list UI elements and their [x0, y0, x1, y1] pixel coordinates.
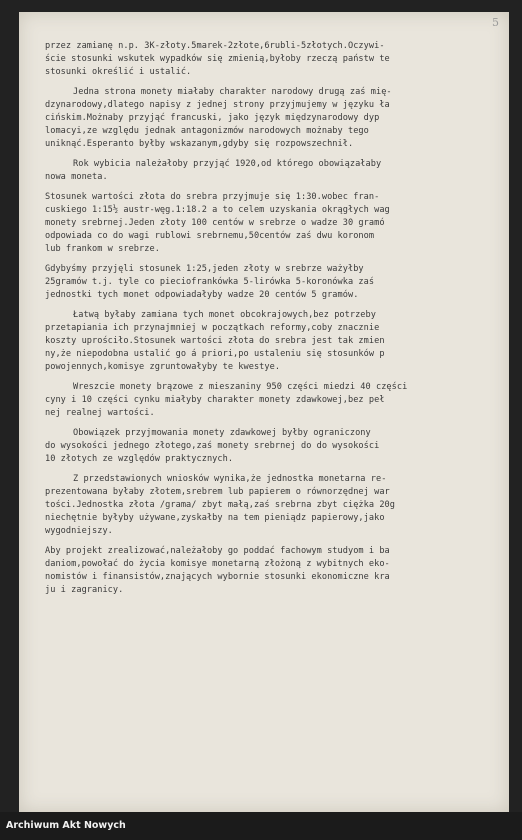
- paragraph: [45, 158, 485, 184]
- text-line: Aby projekt zrealizować,należałoby go poddać fachowym studyom i ba: [45, 546, 390, 556]
- text-line: tości.Jednostka złota /grama/ zbyt małą,zaś srebrna zbyt ciężka 20g: [45, 500, 395, 510]
- page-number: 5: [492, 16, 499, 29]
- paragraph: [45, 309, 485, 374]
- text-line: stosunki określić i ustalić.: [45, 67, 192, 77]
- text-line: Z przedstawionych wniosków wynika,że jednostka monetarna re-: [73, 474, 387, 484]
- text-line: przetapiania ich przynajmniej w początkach reformy,coby znacznie: [45, 323, 380, 333]
- text-line: cuskiego 1:15½ austr-węg.1:18.2 a to celem uzyskania okrągłych wag: [45, 205, 390, 215]
- paragraph: [45, 545, 485, 597]
- text-line: lub frankom w srebrze.: [45, 244, 160, 254]
- text-line: ju i zagranicy.: [45, 585, 124, 595]
- text-line: ście stosunki wskutek wypadków się zmienią,byłoby rzeczą państw te: [45, 54, 390, 64]
- text-line: do wysokości jednego złotego,zaś monety srebrnej do do wysokości: [45, 441, 380, 451]
- text-line: wygodniejszy.: [45, 526, 113, 536]
- text-line: prezentowana byłaby złotem,srebrem lub papierem o równorzędnej war: [45, 487, 390, 497]
- paragraph: [45, 40, 485, 79]
- paragraph: [45, 473, 485, 538]
- text-line: Jedna strona monety miałaby charakter narodowy drugą zaś mię-: [73, 87, 392, 97]
- text-line: nej realnej wartości.: [45, 408, 155, 418]
- text-line: przez zamianę n.p. 3K-złoty.5marek-2złote,6rubli-5złotych.Oczywi-: [45, 41, 385, 51]
- text-line: uniknąć.Esperanto byłby wskazanym,gdyby się rozpowszechnił.: [45, 139, 354, 149]
- document-text: [45, 40, 485, 604]
- paragraph: [45, 427, 485, 466]
- text-line: 25gramów t.j. tyle co pieciofrankówka 5-lirówka 5-koronówka zaś: [45, 277, 375, 287]
- text-line: powojennych,komisye zgruntowałyby te kwestye.: [45, 362, 281, 372]
- text-line: odpowiada co do wagi rublowi srebrnemu,50centów zaś dwu koronom: [45, 231, 375, 241]
- text-line: nomistów i finansistów,znających wybornie stosunki ekonomiczne kra: [45, 572, 390, 582]
- text-line: monety srebrnej.Jeden złoty 100 centów w srebrze o wadze 30 gramó: [45, 218, 385, 228]
- text-line: 10 złotych ze względów praktycznych.: [45, 454, 234, 464]
- paragraph: [45, 191, 485, 256]
- text-line: jednostki tych monet odpowiadałyby wadze 20 centów 5 gramów.: [45, 290, 359, 300]
- document-page: [19, 12, 509, 812]
- text-line: Gdybyśmy przyjęli stosunek 1:25,jeden złoty w srebrze ważyłby: [45, 264, 364, 274]
- text-line: nowa moneta.: [45, 172, 108, 182]
- archive-label: Archiwum Akt Nowych: [6, 820, 126, 831]
- paragraph: [45, 86, 485, 151]
- text-line: koszty uprościło.Stosunek wartości złota do srebra jest tak zmien: [45, 336, 385, 346]
- text-line: ny,że niepodobna ustalić go á priori,po ustaleniu się stosunków p: [45, 349, 385, 359]
- text-line: niechętnie byłyby używane,zyskałby na tem pieniądz papierowy,jako: [45, 513, 385, 523]
- paragraph: [45, 381, 485, 420]
- text-line: daniom,powołać do życia komisye monetarną złożoną z wybitnych eko-: [45, 559, 390, 569]
- text-line: dzynarodowy,dlatego napisy z jednej strony przyjmujemy w języku ła: [45, 100, 390, 110]
- text-line: Wreszcie monety brązowe z mieszaniny 950 części miedzi 40 części: [73, 382, 408, 392]
- paragraph: [45, 263, 485, 302]
- text-line: Obowiązek przyjmowania monety zdawkowej byłby ograniczony: [73, 428, 371, 438]
- text-line: cyny i 10 części cynku miałyby charakter monety zdawkowej,bez peł: [45, 395, 385, 405]
- footer-bar: [0, 812, 522, 840]
- text-line: Stosunek wartości złota do srebra przyjmuje się 1:30.wobec fran-: [45, 192, 380, 202]
- text-line: Rok wybicia należałoby przyjąć 1920,od którego obowiązałaby: [73, 159, 382, 169]
- text-line: Łatwą byłaby zamiana tych monet obcokrajowych,bez potrzeby: [73, 310, 376, 320]
- text-line: lomacyi,ze względu jednak antagonizmów narodowych możnaby tego: [45, 126, 369, 136]
- text-line: cińskim.Możnaby przyjąć francuski, jako język międzynarodowy dyp: [45, 113, 380, 123]
